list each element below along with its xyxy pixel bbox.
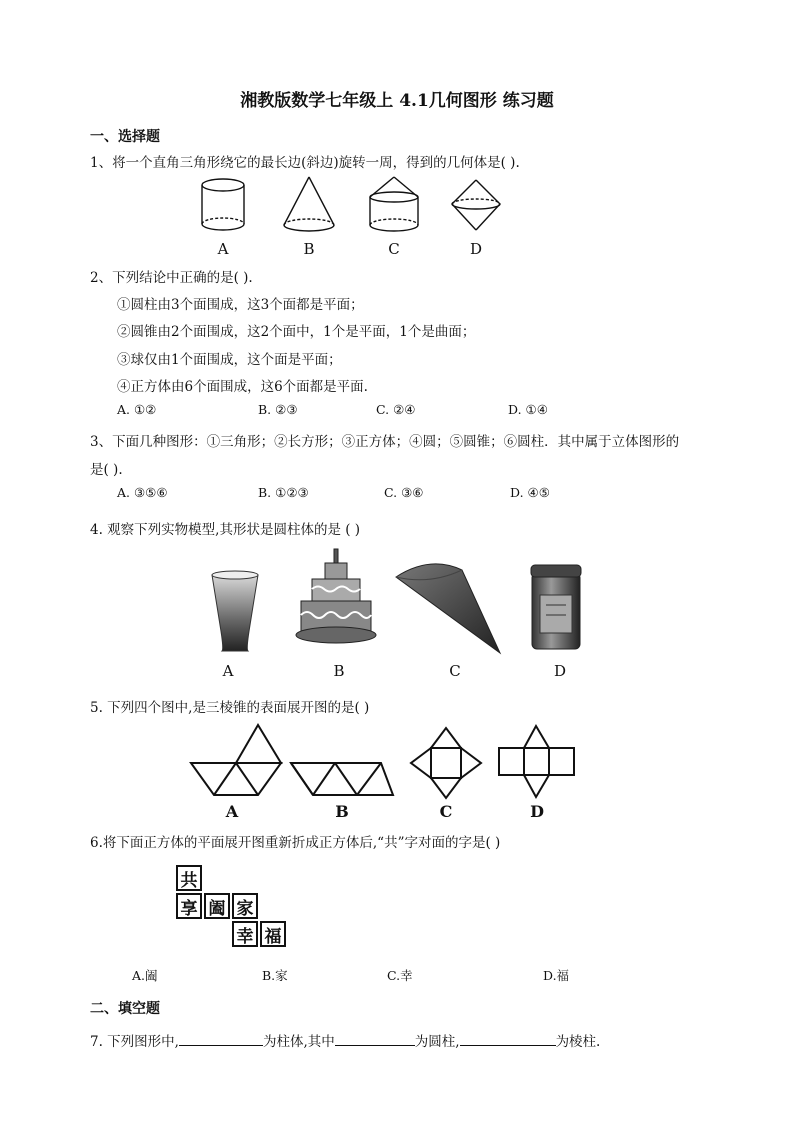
q7-blank-3[interactable] xyxy=(460,1031,556,1046)
question-2: 2、下列结论中正确的是( ). xyxy=(90,270,253,286)
section-fill-heading: 二、填空题 xyxy=(90,1001,160,1017)
q5-label-c: C xyxy=(439,802,453,821)
q1-label-c: C xyxy=(388,240,400,258)
q4-label-a: A xyxy=(222,662,234,680)
q5-label-b: B xyxy=(335,802,349,821)
canister-image xyxy=(531,565,581,649)
q7-text-2: 为柱体,其中 xyxy=(262,1034,335,1050)
q1-label-b: B xyxy=(303,240,315,258)
double-cone-shape xyxy=(452,180,500,230)
q3-option-a: A. ③⑤⑥ xyxy=(117,485,168,500)
q2-option-c: C. ②④ xyxy=(376,402,416,417)
ice-cream-cone-image xyxy=(396,564,500,653)
net-cell-he: 阖 xyxy=(204,893,230,919)
question-7 xyxy=(90,1030,600,1050)
cone-on-cylinder-shape xyxy=(370,177,418,231)
q6-option-b: B.家 xyxy=(262,968,288,983)
q2-statement-4: ④正方体由6个面围成，这6个面都是平面. xyxy=(117,379,368,395)
net-cell-jia: 家 xyxy=(232,893,258,919)
cake-image xyxy=(296,549,376,643)
net-cell-gong: 共 xyxy=(176,865,202,891)
q2-option-d: D. ①④ xyxy=(508,402,548,417)
section-choice-heading: 一、选择题 xyxy=(90,129,160,145)
net-a-shape xyxy=(191,725,281,795)
cup-image xyxy=(212,571,258,651)
q6-option-a: A.阖 xyxy=(132,968,158,983)
q1-label-a: A xyxy=(217,240,229,258)
net-cell-xing: 幸 xyxy=(232,921,258,947)
q3-option-d: D. ④⑤ xyxy=(510,485,550,500)
net-b-shape xyxy=(291,763,393,795)
q4-label-c: C xyxy=(449,662,461,680)
q1-solids-figure xyxy=(180,175,520,237)
q6-option-c: C.幸 xyxy=(387,968,413,983)
cylinder-shape xyxy=(202,179,244,230)
q6-option-d: D.福 xyxy=(543,968,570,983)
q7-blank-1[interactable] xyxy=(179,1031,263,1046)
question-6: 6.将下面正方体的平面展开图重新折成正方体后,“共”字对面的字是( ) xyxy=(90,835,501,851)
cube-net-grid xyxy=(173,865,289,949)
cone-shape xyxy=(284,177,334,231)
q2-option-a: A. ①② xyxy=(117,402,157,417)
question-4: 4. 观察下列实物模型,其形状是圆柱体的是 ( ) xyxy=(90,522,361,538)
q7-text-3: 为圆柱, xyxy=(414,1034,460,1050)
net-c-shape xyxy=(411,728,481,798)
q5-nets-figure xyxy=(185,720,585,800)
q3-option-c: C. ③⑥ xyxy=(384,485,424,500)
q4-objects-figure xyxy=(200,545,600,660)
q7-text-1: 7. 下列图形中, xyxy=(90,1034,179,1050)
question-3-line1: 3、下面几种图形：①三角形；②长方形；③正方体；④圆；⑤圆锥；⑥圆柱．其中属于立体图形的 xyxy=(90,434,680,450)
net-d-shape xyxy=(499,726,574,797)
q4-label-d: D xyxy=(553,662,567,680)
q4-label-b: B xyxy=(333,662,345,680)
q3-option-b: B. ①②③ xyxy=(258,485,309,500)
question-3-line2: 是( ). xyxy=(90,462,123,478)
q1-label-d: D xyxy=(469,240,483,258)
q2-statement-1: ①圆柱由3个面围成，这3个面都是平面； xyxy=(117,297,364,313)
q5-label-a: A xyxy=(225,802,239,821)
question-1: 1、将一个直角三角形绕它的最长边(斜边)旋转一周，得到的几何体是( ). xyxy=(90,155,520,171)
q2-option-b: B. ②③ xyxy=(258,402,298,417)
q2-statement-2: ②圆锥由2个面围成，这2个面中，1个是平面，1个是曲面； xyxy=(117,324,476,340)
net-cell-xiang: 享 xyxy=(176,893,202,919)
page-title: 湘教版数学七年级上 4.1几何图形 练习题 xyxy=(240,91,554,111)
q7-text-4: 为棱柱. xyxy=(555,1034,601,1050)
q7-blank-2[interactable] xyxy=(335,1031,415,1046)
q2-statement-3: ③球仅由1个面围成，这个面是平面； xyxy=(117,352,342,368)
q5-label-d: D xyxy=(530,802,544,821)
question-5: 5. 下列四个图中,是三棱锥的表面展开图的是( ) xyxy=(90,700,370,716)
net-cell-fu: 福 xyxy=(260,921,286,947)
